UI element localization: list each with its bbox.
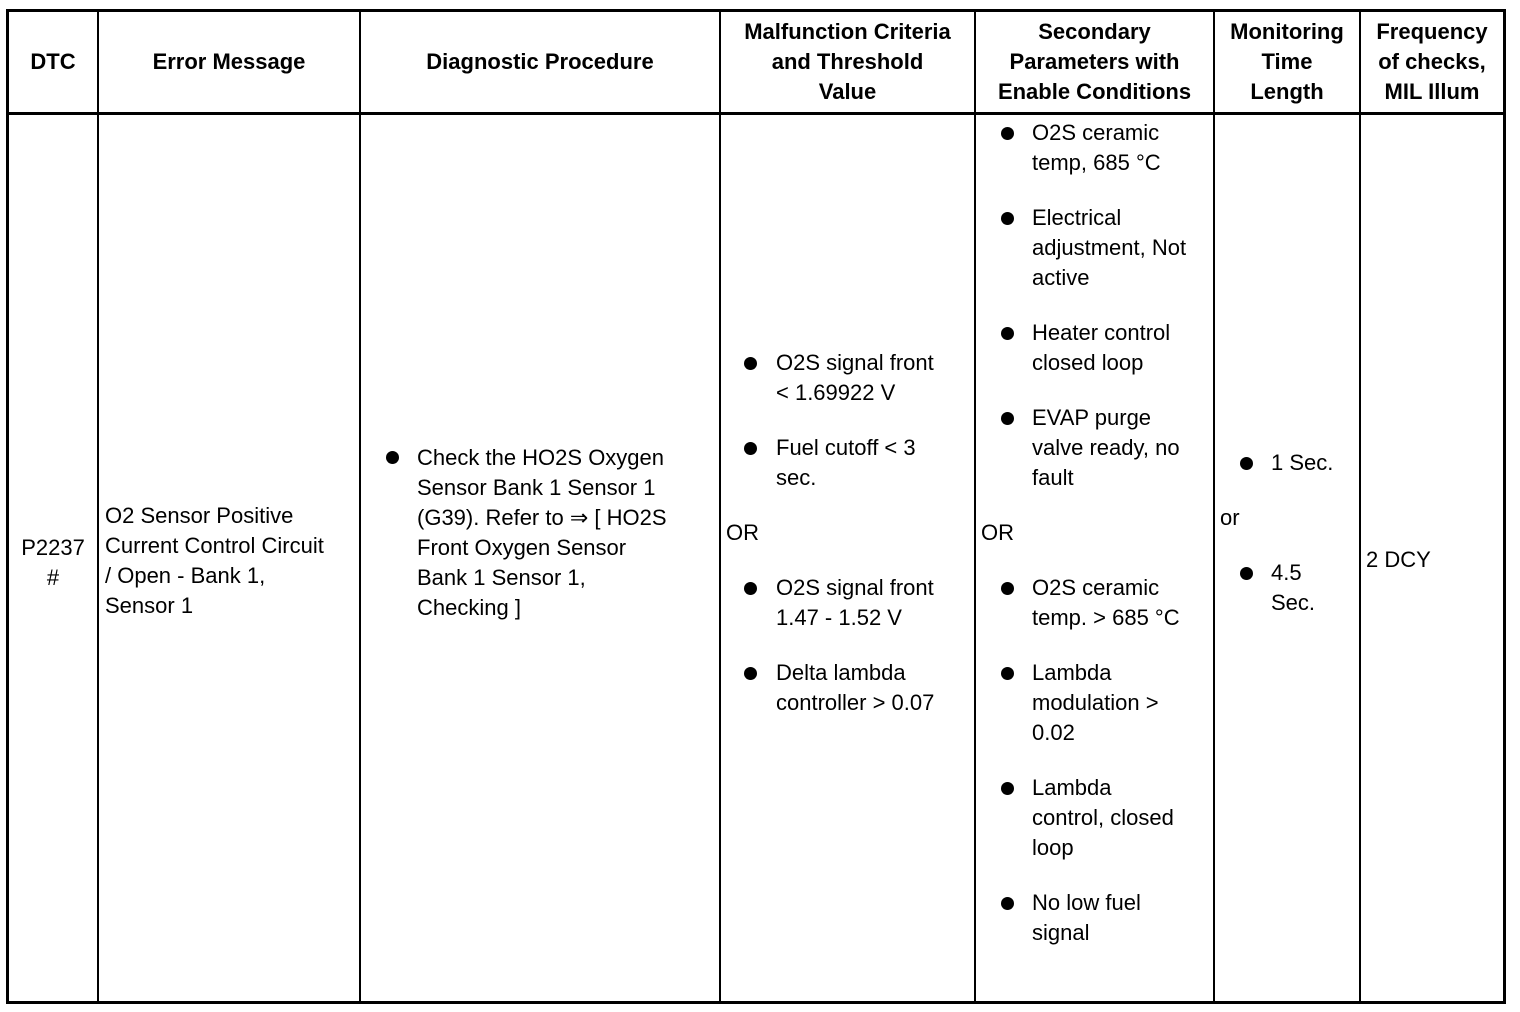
column-divider: [974, 12, 976, 1001]
column-divider: [1359, 12, 1361, 1001]
bullet-icon: [1001, 412, 1014, 425]
bullet-icon: [744, 667, 757, 680]
column-divider: [719, 12, 721, 1001]
header-error-message: Error Message: [152, 49, 306, 74]
column-divider: [1213, 12, 1215, 1001]
header-dtc: DTC: [30, 49, 76, 74]
header-malfunction-criteria: Malfunction Criteria and Threshold Value: [744, 19, 951, 104]
bullet-icon: [1001, 327, 1014, 340]
bullet-icon: [1001, 582, 1014, 595]
column-divider: [97, 12, 99, 1001]
bullet-icon: [1001, 782, 1014, 795]
header-divider: [9, 112, 1503, 115]
bullet-icon: [386, 451, 399, 464]
bullet-icon: [1240, 457, 1253, 470]
header-frequency: Frequency of checks, MIL Illum: [1376, 19, 1488, 104]
bullet-icon: [744, 582, 757, 595]
bullet-icon: [1001, 127, 1014, 140]
column-divider: [359, 12, 361, 1001]
header-secondary-parameters: Secondary Parameters with Enable Conditions: [997, 19, 1192, 104]
header-diagnostic-procedure: Diagnostic Procedure: [426, 49, 654, 74]
bullet-icon: [744, 357, 757, 370]
diagnostic-table: DTC Error Message Diagnostic Procedure Malfunction Criteria and Threshold Value Secondary Parameters with Enable Conditions Monitoring Time Length Frequency of checks, MIL Illum P2237 # O2 Sensor Positive Current Control Circuit / Open - Bank 1, Sensor 1 Check the HO2S Oxygen Sensor Bank 1 Sensor 1 (G39). Refer to ⇒ [ HO2S Front Oxygen Sensor Bank 1 Sensor 1, Checking ] O2S signal front < 1.69922 V Fuel cutoff < 3 sec. OR O2S signal front 1.47 - 1.52 V Delta lambda controller > 0.07 O2S ceramic temp, 685 °C Electrical adjustment, Not active Heater control closed loop EVAP purge valve ready, no fault OR O2S ceramic temp. > 685 °C Lambda modulation > 0.02 Lambda control, closed loop No low fuel signal 1 Sec. or 4.5 Sec. 2 DCY: [6, 9, 1506, 1004]
frequency-cell: 2 DCY: [1366, 547, 1431, 572]
bullet-icon: [1240, 567, 1253, 580]
bullet-icon: [1001, 897, 1014, 910]
bullet-icon: [1001, 667, 1014, 680]
bullet-icon: [1001, 212, 1014, 225]
header-monitoring-time: Monitoring Time Length: [1230, 19, 1344, 104]
bullet-icon: [744, 442, 757, 455]
